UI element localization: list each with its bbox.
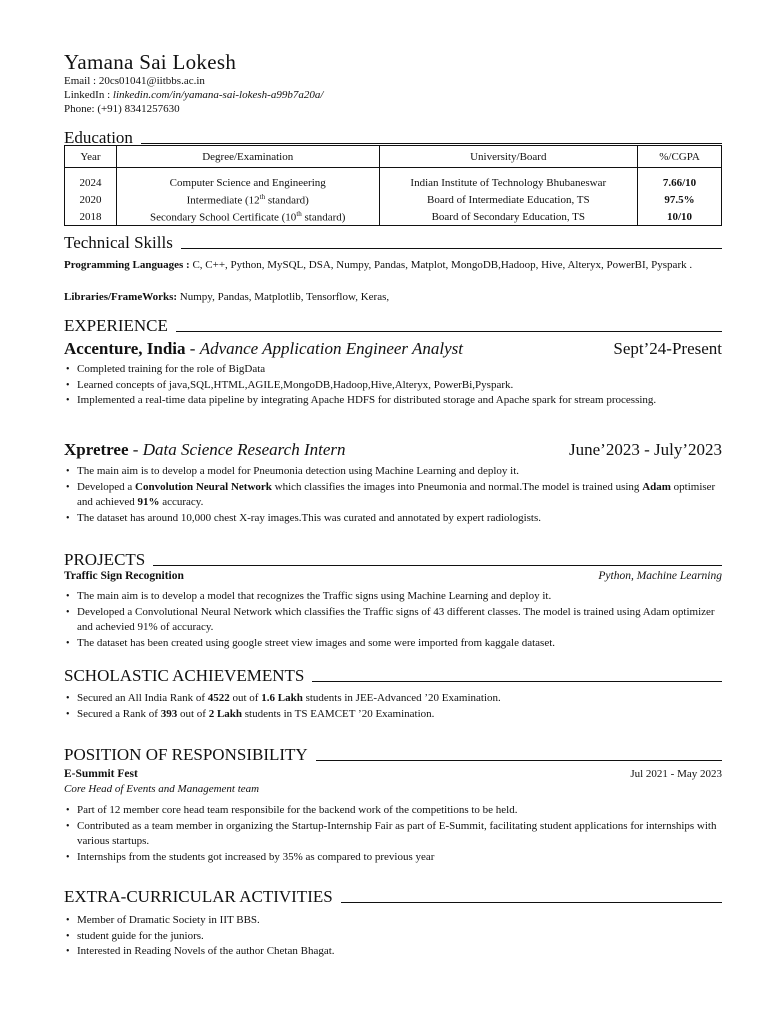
responsibility-bullets [66, 803, 722, 865]
section-rule [341, 902, 722, 903]
list-item: • student guide for the juniors. [66, 929, 722, 945]
company-name: Accenture, India [64, 339, 186, 358]
cell-score: 7.66/10 [638, 174, 722, 191]
job-bullets [66, 362, 722, 409]
section-technical-skills [64, 231, 722, 253]
responsibility-header [64, 768, 722, 780]
phone-label: Phone: [64, 103, 98, 115]
section-title: Technical Skills [64, 233, 173, 252]
skill-label: Libraries/FrameWorks: [64, 291, 178, 303]
table-header-row [65, 146, 722, 168]
cell-university: Board of Intermediate Education, TS [379, 191, 638, 208]
responsibility-dates: Jul 2021 - May 2023 [630, 768, 722, 780]
project-tech: Python, Machine Learning [598, 570, 722, 582]
linkedin-line [64, 88, 323, 102]
list-item: • Implemented a real-time data pipeline by integrating Apache HDFS for distributed storage and Apache spark for stream processing. [66, 393, 722, 409]
programming-languages [46, 258, 726, 273]
list-item: • Developed a Convolutional Neural Network which classifies the Traffic signs of 43 different classes. The model is trained using Adam optimizer and achevied 91% of accuracy. [66, 605, 722, 636]
cell-university: Indian Institute of Technology Bhubaneswar [379, 174, 638, 191]
section-title: PROJECTS [64, 550, 146, 569]
list-item: • The dataset has been created using google street view images and some were imported from kaggale dataset. [66, 636, 722, 652]
job-role: Data Science Research Intern [142, 440, 346, 459]
linkedin-link[interactable]: linkedin.com/in/yamana-sai-lokesh-a99b7a20a/ [112, 89, 324, 101]
job-header: Accenture, India - Advance Application Engineer Analyst Sept’24-Present [64, 339, 722, 358]
list-item: • Completed training for the role of BigData [66, 362, 722, 378]
cell-degree: Computer Science and Engineering [116, 174, 379, 191]
section-rule [181, 248, 722, 249]
job-role: Advance Application Engineer Analyst [199, 339, 463, 358]
col-header-score: %/CGPA [638, 146, 722, 168]
section-rule [141, 143, 722, 144]
skill-values: C, C++, Python, MySQL, DSA, Numpy, Pandas, Matplot, MongoDB,Hadoop, Hive, Alteryx, PowerBI, Pyspark . [189, 259, 693, 271]
section-title: POSITION OF RESPONSIBILITY [64, 745, 308, 764]
project-name: Traffic Sign Recognition [64, 570, 184, 582]
list-item: • Internships from the students got increased by 35% as compared to previous year [66, 850, 722, 866]
section-achievements [64, 664, 722, 686]
company-name: Xpretree [64, 440, 129, 459]
section-responsibility [64, 743, 722, 765]
section-rule [176, 331, 722, 332]
cell-year: 2018 [65, 208, 117, 226]
cell-score: 97.5% [638, 191, 722, 208]
table-row [65, 208, 722, 226]
cell-degree: Intermediate (12th standard) [116, 191, 379, 208]
table-row [65, 174, 722, 191]
cell-university: Board of Secondary Education, TS [379, 208, 638, 226]
list-item: • Part of 12 member core head team responsibile for the backend work of the competitions to be held. [66, 803, 722, 819]
section-rule [316, 760, 722, 761]
list-item: • The main aim is to develop a model for Pneumonia detection using Machine Learning and deploy it. [66, 464, 722, 480]
list-item: • Member of Dramatic Society in IIT BBS. [66, 913, 722, 929]
project-header [64, 570, 722, 582]
section-experience [64, 314, 722, 336]
email-link[interactable]: 20cs01041@iitbbs.ac.in [98, 75, 205, 87]
phone-number: (+91) 8341257630 [97, 103, 180, 115]
job-bullets [66, 464, 722, 526]
libraries-frameworks [64, 290, 744, 305]
list-item: • Interested in Reading Novels of the author Chetan Bhagat. [66, 944, 722, 960]
skill-label: Programming Languages : [64, 259, 190, 271]
section-title: EXPERIENCE [64, 316, 168, 335]
list-item: • The dataset has around 10,000 chest X-ray images.This was curated and annotated by expert radiologists. [66, 511, 722, 527]
table-row [65, 191, 722, 208]
list-item: • Contributed as a team member in organizing the Startup-Internship Fair as part of E-Summit, facilitating student applications for internships with various startups. [66, 819, 722, 850]
responsibility-role: Core Head of Events and Management team [64, 783, 260, 795]
section-extracurricular [64, 885, 722, 907]
education-table [64, 145, 722, 226]
cell-score: 10/10 [638, 208, 722, 226]
list-item: • Secured an All India Rank of 4522 out of 1.6 Lakh students in JEE-Advanced ’20 Examination. [66, 691, 722, 707]
section-rule [153, 565, 722, 566]
cell-year: 2024 [65, 174, 117, 191]
email-line [64, 74, 205, 88]
section-title: EXTRA-CURRICULAR ACTIVITIES [64, 887, 333, 906]
section-title: SCHOLASTIC ACHIEVEMENTS [64, 666, 305, 685]
list-item: • The main aim is to develop a model that recognizes the Traffic signs using Machine Learning and deploy it. [66, 589, 722, 605]
email-label: Email : [64, 75, 99, 87]
organization-name: E-Summit Fest [64, 768, 138, 780]
section-title: Education [64, 128, 133, 147]
candidate-name: Yamana Sai Lokesh [64, 50, 237, 74]
achievement-bullets [66, 691, 722, 722]
col-header-year: Year [65, 146, 117, 168]
col-header-university: University/Board [379, 146, 638, 168]
list-item: • Secured a Rank of 393 out of 2 Lakh students in TS EAMCET ’20 Examination. [66, 707, 722, 723]
linkedin-label: LinkedIn : [64, 89, 113, 101]
list-item: • Developed a Convolution Neural Network which classifies the images into Pneumonia and normal.The model is trained using Adam optimiser and achieved 91% accuracy. [66, 480, 722, 511]
section-projects [64, 548, 722, 570]
job-dates: June’2023 - July’2023 [569, 440, 722, 459]
project-bullets [66, 589, 722, 651]
cell-year: 2020 [65, 191, 117, 208]
job-dates: Sept’24-Present [613, 339, 722, 358]
skill-values: Numpy, Pandas, Matplotlib, Tensorflow, Keras, [177, 291, 390, 303]
phone-line [64, 102, 180, 116]
job-header: Xpretree - Data Science Research Intern June’2023 - July’2023 [64, 440, 722, 459]
col-header-degree: Degree/Examination [116, 146, 379, 168]
cell-degree: Secondary School Certificate (10th standard) [116, 208, 379, 226]
extracurricular-bullets [66, 913, 722, 960]
section-rule [312, 681, 722, 682]
list-item: • Learned concepts of java,SQL,HTML,AGILE,MongoDB,Hadoop,Hive,Alteryx, PowerBi,Pyspark. [66, 378, 722, 394]
